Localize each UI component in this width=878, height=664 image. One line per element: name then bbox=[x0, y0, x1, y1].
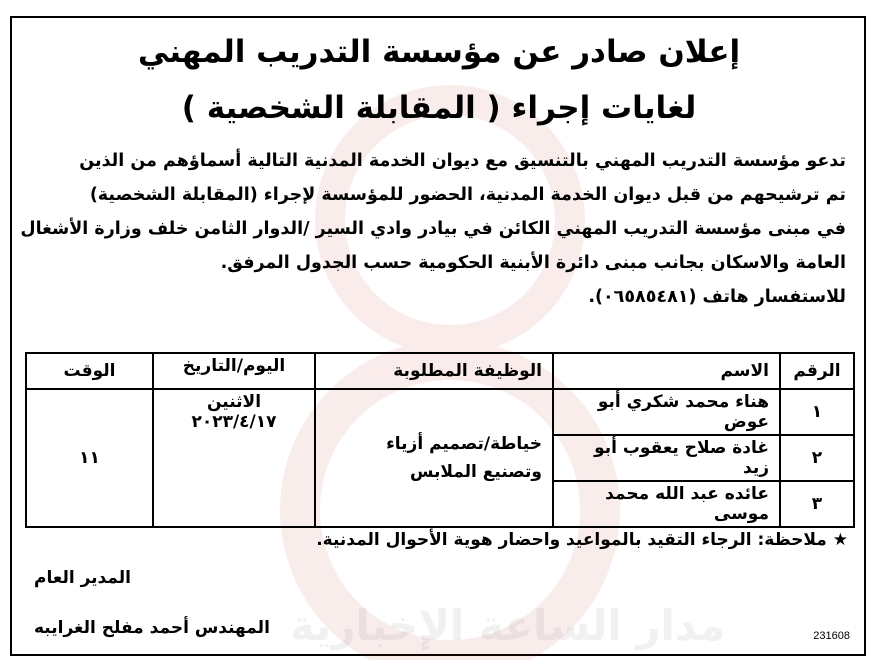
cell-number: ٣ bbox=[780, 481, 854, 527]
job-line: خياطة/تصميم أزياء bbox=[386, 434, 542, 454]
job-line: وتصنيع الملابس bbox=[409, 462, 542, 482]
cell-number: ١ bbox=[780, 389, 854, 435]
cell-name: عائده عبد الله محمد موسى bbox=[553, 481, 780, 527]
date-text: ٢٠٢٣/٤/١٧ bbox=[191, 412, 277, 432]
body-line: للاستفسار هاتف (٠٦٥٨٥٤٨١). bbox=[588, 287, 846, 307]
cell-name: هناء محمد شكري أبو عوض bbox=[553, 389, 780, 435]
header-number: الرقم bbox=[780, 353, 854, 389]
cell-name: غادة صلاح يعقوب أبو زيد bbox=[553, 435, 780, 481]
title-line-2: لغايات إجراء ( المقابلة الشخصية ) bbox=[181, 90, 697, 126]
body-line: تدعو مؤسسة التدريب المهني بالتنسيق مع ديوان الخدمة المدنية التالية أسماؤهم من الذين bbox=[79, 151, 846, 171]
body-line: في مبنى مؤسسة التدريب المهني الكائن في بيادر وادي السير /الدوار الثامن خلف وزارة الأشغال bbox=[20, 219, 846, 239]
header-date: اليوم/التاريخ bbox=[153, 353, 315, 389]
cell-time: ١١ bbox=[26, 389, 153, 527]
signature-name: المهندس أحمد مفلح الغرايبه bbox=[34, 618, 270, 638]
day-text: الاثنين bbox=[206, 392, 262, 412]
table-row bbox=[26, 389, 854, 435]
body-line: العامة والاسكان بجانب مبنى دائرة الأبنية الحكومية حسب الجدول المرفق. bbox=[220, 253, 846, 273]
title-line-1: إعلان صادر عن مؤسسة التدريب المهني bbox=[137, 34, 741, 70]
body-line: تم ترشيحهم من قبل ديوان الخدمة المدنية، الحضور للمؤسسة لإجراء (المقابلة الشخصية) bbox=[89, 185, 846, 205]
cell-number: ٢ bbox=[780, 435, 854, 481]
candidates-table bbox=[25, 352, 855, 528]
header-job: الوظيفة المطلوبة bbox=[315, 353, 553, 389]
ad-code: 231608 bbox=[813, 630, 850, 642]
header-time: الوقت bbox=[26, 353, 153, 389]
signature-title: المدير العام bbox=[34, 568, 131, 588]
note-text: ★ ملاحظة: الرجاء التقيد بالمواعيد واحضار هوية الأحوال المدنية. bbox=[316, 530, 848, 550]
cell-date bbox=[153, 389, 315, 527]
announcement-body bbox=[20, 144, 846, 314]
table-header-row bbox=[26, 353, 854, 389]
cell-job bbox=[315, 389, 553, 527]
header-name: الاسم bbox=[553, 353, 780, 389]
watermark-text: مدار الساعة الإخبارية bbox=[290, 601, 726, 650]
